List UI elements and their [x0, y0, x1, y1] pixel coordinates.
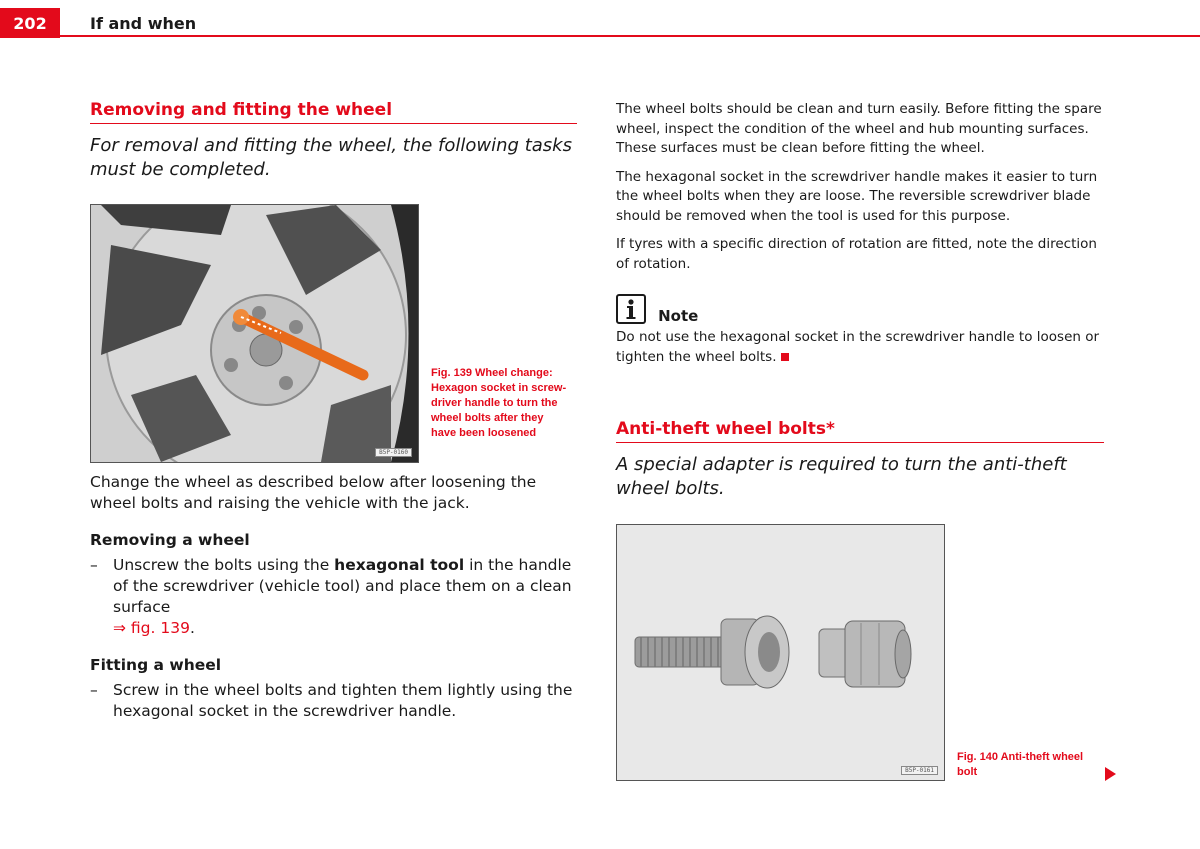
figure-139-image: [90, 204, 419, 463]
page-number: 202: [0, 8, 60, 38]
figure-140-caption: Fig. 140 Anti-theft wheel bolt: [957, 751, 1084, 778]
figure-139-row: [90, 182, 577, 464]
figure-139-link[interactable]: ⇒ fig. 139: [113, 619, 190, 637]
section-heading-anti-theft: Anti-theft wheel bolts*: [616, 419, 1104, 443]
figure-139-caption: Fig. 139 Wheel change: Hexagon socket in screw- driver handle to turn the wheel bolts after they have been loosened: [431, 367, 567, 439]
page-header: [0, 0, 1200, 38]
fitting-wheel-heading: Fitting a wheel: [90, 656, 222, 674]
figure-139-code: B5P-0160: [375, 448, 412, 457]
note-text: Do not use the hexagonal socket in the screwdriver handle to loosen or tighten the wheel bolts.: [616, 329, 1100, 365]
anti-theft-lead: A special adapter is required to turn the anti-theft wheel bolts.: [616, 454, 1067, 499]
removing-wheel-step: – Unscrew the bolts using the hexagonal tool in the handle of the screwdriver (vehicle tool) and place them on a clean surface ⇒ fig. 139.: [90, 556, 572, 637]
paragraph-bolts-clean: The wheel bolts should be clean and turn easily. Before fitting the spare wheel, inspect the condition of the wheel and hub mounting surfaces. These surfaces must be clean before fitting the wheel.: [616, 101, 1102, 156]
fitting-wheel-step: – Screw in the wheel bolts and tighten them lightly using the hexagonal socket in the screwdriver handle.: [90, 681, 573, 720]
dash-bullet: –: [90, 556, 98, 574]
chapter-title: If and when: [90, 14, 197, 33]
note-header: [616, 294, 1104, 324]
note-title: Note: [658, 306, 699, 325]
figure-140-row: [616, 501, 1104, 791]
figure-140-image: [616, 524, 945, 781]
header-rule: [60, 35, 1200, 37]
paragraph-hexagonal-socket: The hexagonal socket in the screwdriver handle makes it easier to turn the wheel bolts when they are loose. The reversible screwdriver blade should be removed when the tool is used for this purpose.: [616, 168, 1098, 224]
dash-bullet: –: [90, 681, 98, 699]
right-column: [616, 100, 1104, 791]
section-lead: For removal and fitting the wheel, the following tasks must be completed.: [90, 135, 572, 180]
note-box: [616, 294, 1104, 367]
wheel-illustration: [91, 205, 418, 462]
figure-140-code: B5P-0161: [901, 766, 938, 775]
intro-paragraph: Change the wheel as described below after loosening the wheel bolts and raising the vehicle with the jack.: [90, 473, 537, 512]
left-column: [90, 100, 577, 722]
end-of-section-mark: [781, 353, 789, 361]
removing-wheel-heading: Removing a wheel: [90, 531, 250, 549]
info-icon: [616, 294, 646, 324]
paragraph-tyre-direction: If tyres with a specific direction of rotation are fitted, note the direction of rotation.: [616, 236, 1097, 272]
section-heading-removing-fitting: Removing and fitting the wheel: [90, 100, 577, 124]
anti-theft-bolt-illustration: [617, 525, 944, 780]
emphasis-hexagonal-tool: hexagonal tool: [334, 556, 465, 574]
next-page-arrow-icon[interactable]: [1105, 767, 1116, 781]
